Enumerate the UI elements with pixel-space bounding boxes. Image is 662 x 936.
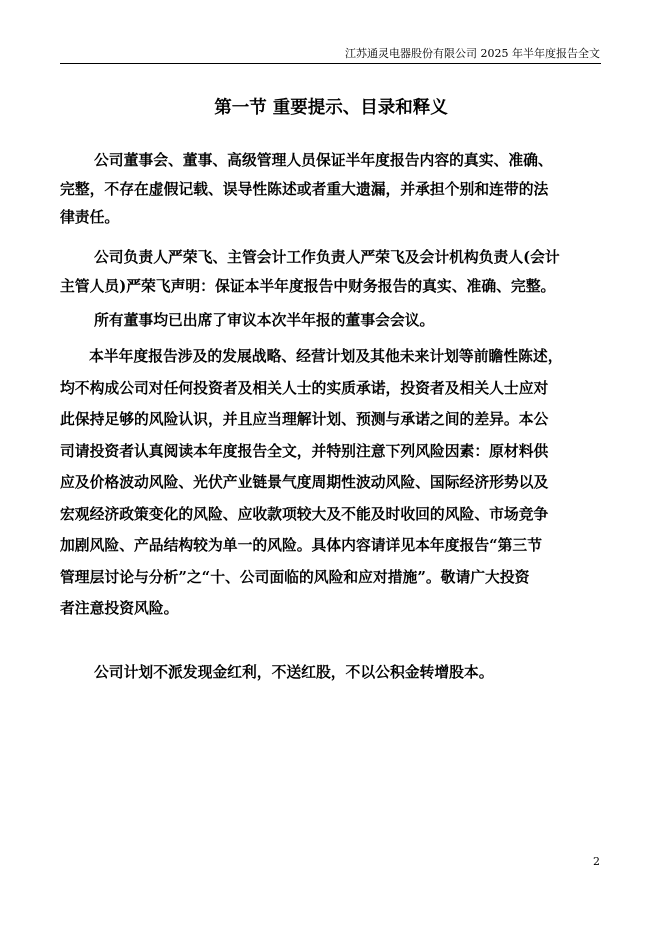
responsible-persons-paragraph	[60, 244, 560, 301]
paragraph-line: 者注意投资风险。	[60, 600, 179, 617]
running-header: 江苏通灵电器股份有限公司 2025 年半年度报告全文	[345, 47, 600, 60]
paragraph-line: 宏观经济政策变化的风险、应收款项较大及不能及时收回的风险、市场竞争	[60, 505, 549, 523]
paragraph-line: 主管人员)严荣飞声明：保证本半年度报告中财务报告的真实、准确、完整。	[60, 277, 556, 295]
paragraph-line: 此保持足够的风险认识，并且应当理解计划、预测与承诺之间的差异。本公	[60, 411, 549, 428]
paragraph-line: 公司负责人严荣飞、主管会计工作负责人严荣飞及会计机构负责人(会计	[94, 249, 560, 266]
board-guarantee-paragraph	[60, 147, 553, 233]
paragraph-line: 公司计划不派发现金红利，不送红股，不以公积金转增股本。	[94, 664, 494, 681]
forward-looking-risk-paragraph	[60, 341, 563, 625]
header-divider	[60, 63, 601, 64]
paragraph-line: 加剧风险、产品结构较为单一的风险。具体内容请详见本年度报告“第三节	[60, 537, 543, 554]
directors-attendance-paragraph	[60, 307, 434, 336]
paragraph-line: 司请投资者认真阅读本年度报告全文，并特别注意下列风险因素：原材料供	[60, 442, 549, 460]
paragraph-line: 完整，不存在虚假记载、误导性陈述或者重大遗漏，并承担个别和连带的法	[60, 180, 549, 198]
paragraph-line: 所有董事均已出席了审议本次半年报的董事会会议。	[94, 312, 435, 329]
section-title: 第一节 重要提示、目录和释义	[214, 98, 448, 118]
paragraph-line: 应及价格波动风险、光伏产业链景气度周期性波动风险、国际经济形势以及	[60, 474, 549, 491]
paragraph-line: 管理层讨论与分析”之“十、公司面临的风险和应对措施”。敬请广大投资	[60, 568, 530, 586]
paragraph-line: 公司董事会、董事、高级管理人员保证半年度报告内容的真实、准确、	[94, 152, 553, 169]
dividend-plan-paragraph	[60, 659, 494, 688]
paragraph-line: 律责任。	[60, 209, 120, 226]
paragraph-line: 均不构成公司对任何投资者及相关人士的实质承诺，投资者及相关人士应对	[60, 379, 549, 397]
page-number: 2	[593, 855, 600, 868]
paragraph-line: 本半年度报告涉及的发展战略、经营计划及其他未来计划等前瞻性陈述，	[89, 348, 563, 365]
